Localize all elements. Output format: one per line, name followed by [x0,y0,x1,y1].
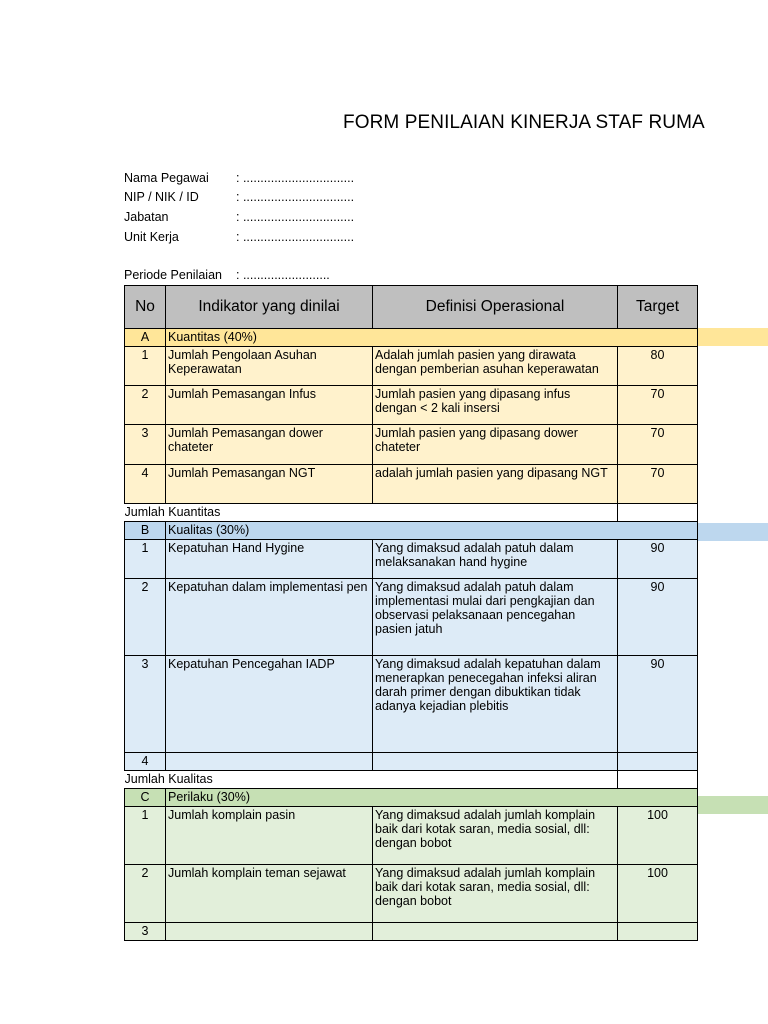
header-indicator: Indikator yang dinilai [166,286,373,329]
period-value[interactable]: : ......................... [236,268,330,282]
assessment-table [124,285,698,941]
row-target[interactable]: 100 [618,865,698,923]
section-code: B [125,522,166,540]
total-row-kuantitas [125,504,698,522]
row-target[interactable]: 80 [618,347,698,386]
row-no: 1 [125,540,166,579]
table-row [125,347,698,386]
section-name: Kuantitas (40%) [166,329,698,347]
row-target[interactable]: 70 [618,425,698,465]
row-no: 2 [125,579,166,656]
table-row [125,753,698,771]
header-no: No [125,286,166,329]
row-target[interactable] [618,753,698,771]
table-row [125,579,698,656]
table-row [125,540,698,579]
row-definition[interactable]: Yang dimaksud adalah patuh dalam implementasi mulai dari pengkajian dan observasi pelaksanaan pencegahan pasien jatuh [373,579,618,656]
employee-nip-value[interactable]: : ................................ [236,190,355,204]
row-definition[interactable]: Yang dimaksud adalah kepatuhan dalam menerapkan penecegahan infeksi aliran darah primer dengan dibuktikan tidak adanya kejadian plebitis [373,656,618,753]
section-code: A [125,329,166,347]
row-no: 3 [125,656,166,753]
table-row [125,923,698,941]
table-row [125,425,698,465]
row-definition[interactable]: Jumlah pasien yang dipasang dower chateter [373,425,618,465]
row-indicator[interactable]: Kepatuhan dalam implementasi pen [166,579,373,656]
row-indicator[interactable]: Jumlah komplain pasin [166,807,373,865]
total-value[interactable] [618,771,698,789]
table-row [125,465,698,504]
row-target[interactable] [618,923,698,941]
row-definition[interactable]: Jumlah pasien yang dipasang infus dengan < 2 kali insersi [373,386,618,425]
period-row [124,268,330,282]
row-indicator[interactable]: Jumlah Pemasangan dower chateter [166,425,373,465]
row-no: 1 [125,807,166,865]
section-code: C [125,789,166,807]
row-target[interactable]: 70 [618,386,698,425]
row-target[interactable]: 90 [618,540,698,579]
total-row-kualitas [125,771,698,789]
total-value[interactable] [618,504,698,522]
table-row [125,656,698,753]
row-target[interactable]: 90 [618,656,698,753]
employee-nip-label: NIP / NIK / ID [124,190,199,204]
row-no: 3 [125,923,166,941]
form-title: FORM PENILAIAN KINERJA STAF RUMA [343,112,705,133]
employee-position-row [124,210,354,224]
row-target[interactable]: 100 [618,807,698,865]
section-name: Kualitas (30%) [166,522,698,540]
row-no: 4 [125,465,166,504]
row-no: 3 [125,425,166,465]
row-indicator[interactable]: Jumlah Pengolaan Asuhan Keperawatan [166,347,373,386]
perilaku-band [697,796,768,814]
section-name: Perilaku (30%) [166,789,698,807]
kualitas-band [697,523,768,541]
table-row [125,807,698,865]
row-no: 2 [125,865,166,923]
row-definition[interactable] [373,753,618,771]
row-no: 1 [125,347,166,386]
employee-unit-label: Unit Kerja [124,230,179,244]
kuantitas-band [697,328,768,346]
header-target: Target [618,286,698,329]
employee-unit-value[interactable]: : ................................ [236,230,355,244]
employee-unit-row [124,230,354,244]
row-definition[interactable]: Yang dimaksud adalah jumlah komplain baik dari kotak saran, media sosial, dll: dengan bobot [373,807,618,865]
section-header-kualitas [125,522,698,540]
table-row [125,865,698,923]
row-indicator[interactable]: Jumlah Pemasangan Infus [166,386,373,425]
row-indicator[interactable]: Jumlah Pemasangan NGT [166,465,373,504]
employee-position-label: Jabatan [124,210,169,224]
employee-nip-row [124,190,354,204]
row-definition[interactable] [373,923,618,941]
row-indicator[interactable] [166,753,373,771]
row-indicator[interactable]: Kepatuhan Hand Hygine [166,540,373,579]
row-indicator[interactable] [166,923,373,941]
row-definition[interactable]: adalah jumlah pasien yang dipasang NGT [373,465,618,504]
row-indicator[interactable]: Jumlah komplain teman sejawat [166,865,373,923]
row-target[interactable]: 70 [618,465,698,504]
section-header-perilaku [125,789,698,807]
employee-name-row [124,171,354,185]
employee-position-value[interactable]: : ................................ [236,210,355,224]
row-no: 2 [125,386,166,425]
row-indicator[interactable]: Kepatuhan Pencegahan IADP [166,656,373,753]
row-definition[interactable]: Yang dimaksud adalah jumlah komplain baik dari kotak saran, media sosial, dll: dengan bobot [373,865,618,923]
total-label: Jumlah Kualitas [125,771,618,789]
total-label: Jumlah Kuantitas [125,504,618,522]
table-row [125,386,698,425]
row-definition[interactable]: Yang dimaksud adalah patuh dalam melaksanakan hand hygine [373,540,618,579]
row-no: 4 [125,753,166,771]
employee-name-label: Nama Pegawai [124,171,209,185]
section-header-kuantitas [125,329,698,347]
header-definition: Definisi Operasional [373,286,618,329]
period-label: Periode Penilaian [124,268,222,282]
employee-name-value[interactable]: : ................................ [236,171,355,185]
table-header-row [125,286,698,329]
row-target[interactable]: 90 [618,579,698,656]
row-definition[interactable]: Adalah jumlah pasien yang dirawata dengan pemberian asuhan keperawatan [373,347,618,386]
